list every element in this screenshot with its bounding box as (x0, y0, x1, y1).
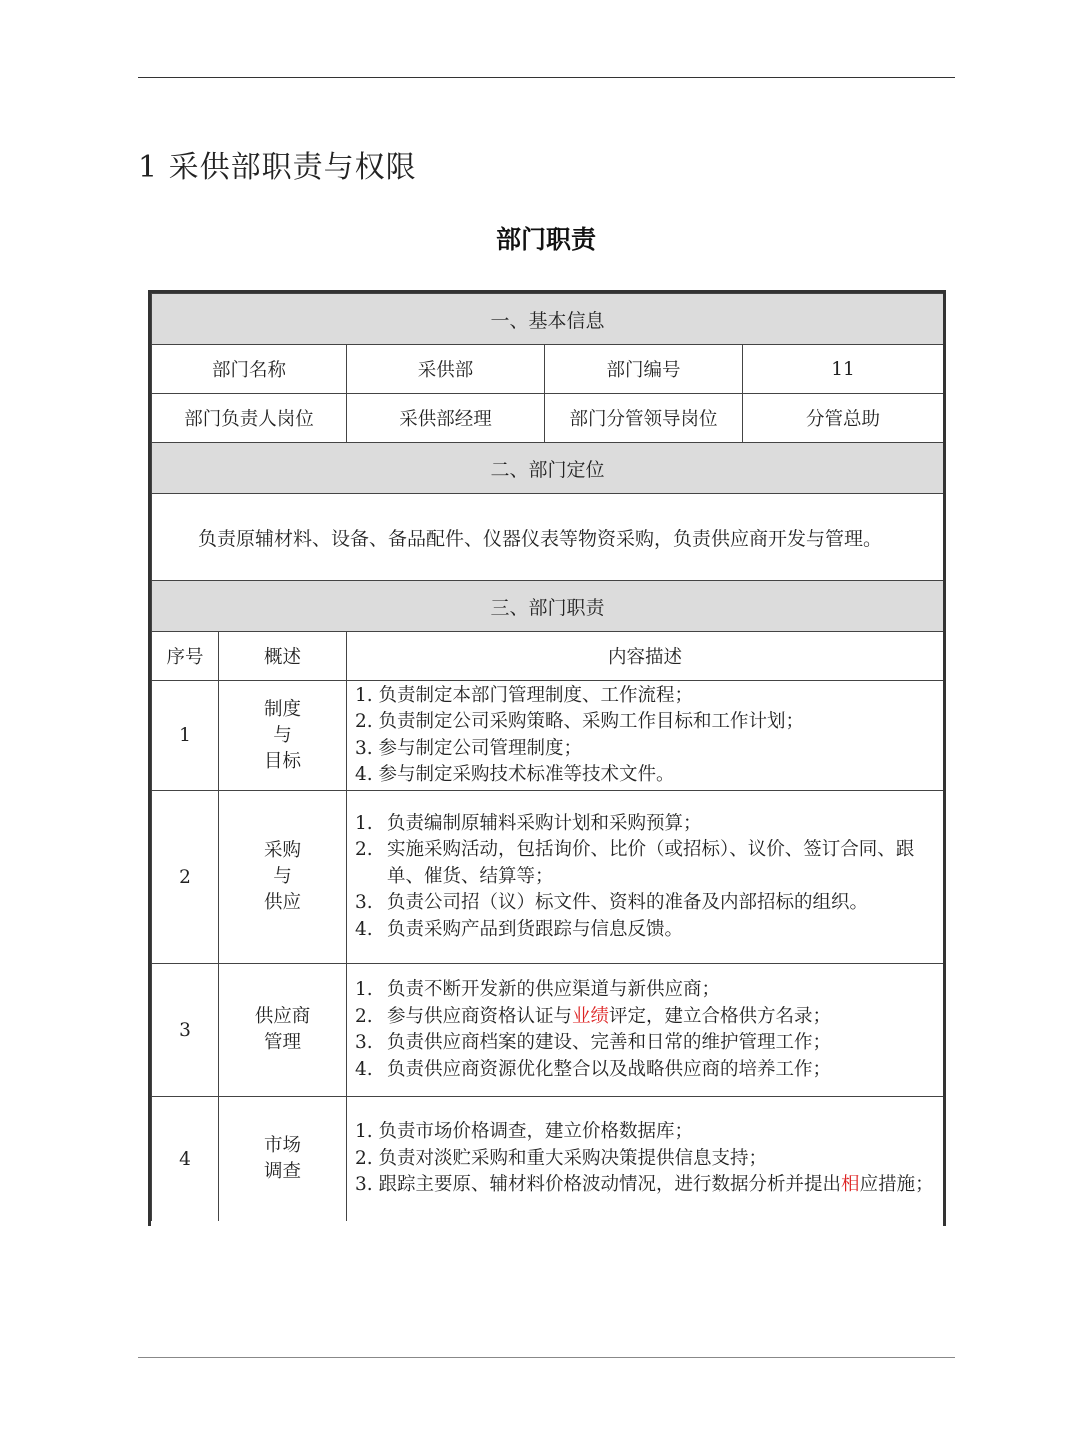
item-text: 负责编制原辅料采购计划和采购预算； (387, 812, 702, 834)
info-value: 采供部经理 (347, 394, 545, 443)
footer-rule (138, 1357, 955, 1358)
info-label: 部门负责人岗位 (152, 394, 347, 443)
row-content (347, 791, 944, 964)
positioning-header: 二、部门定位 (152, 443, 944, 494)
item-text: 负责供应商档案的建设、完善和日常的维护管理工作； (387, 1032, 832, 1053)
row-number: 4 (152, 1097, 219, 1222)
column-header-summary: 概述 (219, 632, 347, 681)
item-number: 2. (355, 839, 373, 861)
duties-header: 三、部门职责 (152, 581, 944, 632)
item-text: 实施采购活动，包括询价、比价（或招标）、议价、签订合同、跟单、催货、结算等； (387, 839, 915, 887)
item-number: 1. (355, 812, 373, 834)
department-duties-table (148, 290, 946, 1226)
duty-item: 4. 参与制定采购技术标准等技术文件。 (355, 764, 675, 785)
item-text: 负责公司招（议）标文件、资料的准备及内部招标的组织。 (387, 892, 869, 914)
row-summary (219, 681, 347, 791)
duty-item (355, 890, 937, 917)
summary-line: 目标 (263, 750, 301, 772)
item-text: 参与供应商资格认证与 (387, 1005, 573, 1027)
summary-line: 市场 (263, 1135, 301, 1156)
row-content (347, 964, 944, 1097)
duty-item: 2. 负责制定公司采购策略、采购工作目标和工作计划； (355, 711, 805, 732)
duties-column-header-row (152, 632, 944, 681)
summary-line: 制度 (263, 698, 301, 720)
item-number: 4. (355, 918, 373, 940)
info-value: 采供部 (347, 345, 545, 394)
row-number: 2 (152, 791, 219, 964)
item-text: 负责不断开发新的供应渠道与新供应商； (387, 979, 721, 1000)
table-row (152, 964, 944, 1097)
positioning-row (152, 494, 944, 581)
duty-item: 2. 负责对淡贮采购和重大采购决策提供信息支持； (355, 1147, 768, 1169)
document-title: 部门职责 (495, 225, 596, 254)
duty-item (355, 811, 937, 838)
summary-line: 采购 (263, 840, 301, 861)
item-number: 2. (355, 1005, 373, 1027)
row-summary (219, 791, 347, 964)
highlighted-text: 业绩 (572, 1005, 610, 1027)
row-summary (219, 964, 347, 1097)
row-content (347, 1097, 944, 1222)
duty-item (355, 837, 937, 890)
basic-info-header-row (152, 294, 944, 345)
column-header-no: 序号 (152, 632, 219, 681)
info-label: 部门编号 (545, 345, 743, 394)
summary-line: 管理 (263, 1032, 301, 1053)
item-text: 应措施； (859, 1174, 934, 1196)
item-text: 3. 跟踪主要原、辅材料价格波动情况，进行数据分析并提出 (355, 1174, 842, 1196)
info-value: 11 (743, 345, 944, 394)
row-number: 3 (152, 964, 219, 1097)
highlighted-text: 相 (841, 1174, 860, 1196)
table-row (152, 791, 944, 964)
info-row (152, 345, 944, 394)
duty-item (355, 1004, 937, 1031)
duty-item (355, 1057, 937, 1084)
duty-item: 1. 负责市场价格调查，建立价格数据库； (355, 1121, 694, 1143)
duty-item (355, 1172, 937, 1199)
info-value: 分管总助 (743, 394, 944, 443)
summary-line: 与 (273, 724, 292, 746)
positioning-text: 负责原辅材料、设备、备品配件、仪器仪表等物资采购，负责供应商开发与管理。 (152, 494, 944, 581)
section-heading: 1 采供部职责与权限 (138, 150, 417, 185)
duty-item (355, 1030, 937, 1057)
item-number: 3. (355, 892, 373, 914)
info-row (152, 394, 944, 443)
positioning-header-row (152, 443, 944, 494)
item-text: 负责采购产品到货跟踪与信息反馈。 (387, 918, 684, 940)
item-text: 评定，建立合格供方名录； (609, 1005, 832, 1027)
summary-line: 与 (273, 866, 292, 887)
row-summary (219, 1097, 347, 1222)
info-label: 部门名称 (152, 345, 347, 394)
basic-info-header: 一、基本信息 (152, 294, 944, 345)
duties-header-row (152, 581, 944, 632)
header-rule (138, 77, 955, 78)
info-label: 部门分管领导岗位 (545, 394, 743, 443)
duty-item (355, 917, 937, 944)
duty-item: 1. 负责制定本部门管理制度、工作流程； (355, 684, 694, 706)
summary-line: 调查 (263, 1161, 301, 1182)
item-number: 4. (355, 1058, 373, 1080)
table-row (152, 1097, 944, 1222)
summary-line: 供应 (263, 892, 301, 913)
item-text: 负责供应商资源优化整合以及战略供应商的培养工作； (387, 1058, 832, 1080)
summary-line: 供应商 (254, 1006, 311, 1027)
row-content (347, 681, 944, 791)
item-number: 3. (355, 1032, 373, 1053)
duty-item (355, 977, 937, 1004)
item-number: 1. (355, 979, 373, 1000)
row-number: 1 (152, 681, 219, 791)
table-row (152, 681, 944, 791)
duty-item: 3. 参与制定公司管理制度； (355, 737, 583, 759)
column-header-content: 内容描述 (347, 632, 944, 681)
